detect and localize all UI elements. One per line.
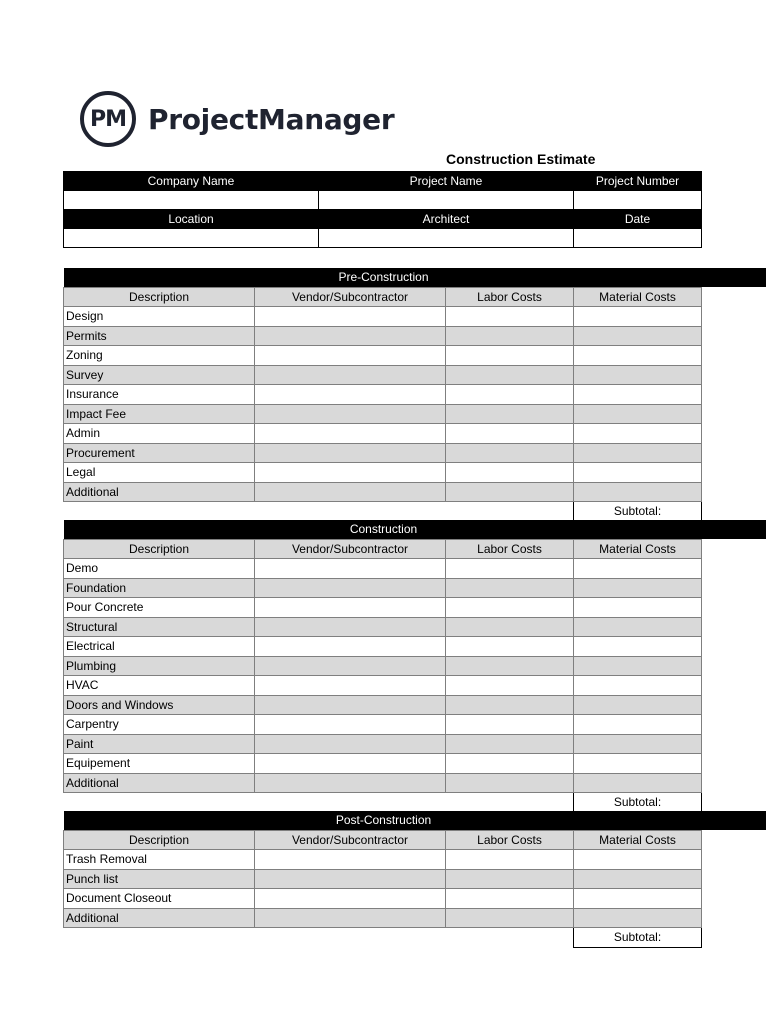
description-cell: Additional bbox=[64, 773, 255, 793]
labor-costs-column-header: Labor Costs bbox=[446, 287, 574, 307]
project-info-table bbox=[63, 171, 702, 248]
material-cost-cell[interactable] bbox=[574, 482, 702, 502]
material-costs-column-header: Material Costs bbox=[574, 287, 702, 307]
description-cell: Survey bbox=[64, 365, 255, 385]
material-cost-cell[interactable] bbox=[574, 307, 702, 327]
vendor-cell[interactable] bbox=[255, 617, 446, 637]
table-row bbox=[64, 346, 766, 366]
material-cost-cell[interactable] bbox=[574, 463, 702, 483]
date-field[interactable] bbox=[574, 229, 702, 248]
vendor-cell[interactable] bbox=[255, 578, 446, 598]
vendor-cell[interactable] bbox=[255, 695, 446, 715]
vendor-cell[interactable] bbox=[255, 404, 446, 424]
construction-table bbox=[63, 520, 766, 813]
vendor-cell[interactable] bbox=[255, 773, 446, 793]
material-cost-cell[interactable] bbox=[574, 715, 702, 735]
vendor-cell[interactable] bbox=[255, 676, 446, 696]
material-costs-column-header: Material Costs bbox=[574, 539, 702, 559]
table-row bbox=[64, 424, 766, 444]
section-title: Construction bbox=[349, 522, 418, 537]
project-number-field[interactable] bbox=[574, 191, 702, 210]
labor-cost-cell[interactable] bbox=[446, 346, 574, 366]
table-row bbox=[64, 695, 766, 715]
architect-field[interactable] bbox=[319, 229, 574, 248]
material-costs-column-header: Material Costs bbox=[574, 830, 702, 850]
vendor-column-header: Vendor/Subcontractor bbox=[255, 830, 446, 850]
table-row bbox=[64, 908, 766, 928]
vendor-cell[interactable] bbox=[255, 326, 446, 346]
vendor-cell[interactable] bbox=[255, 385, 446, 405]
vendor-cell[interactable] bbox=[255, 908, 446, 928]
description-cell: Additional bbox=[64, 908, 255, 928]
material-cost-cell[interactable] bbox=[574, 424, 702, 444]
material-cost-cell[interactable] bbox=[574, 578, 702, 598]
labor-costs-column-header: Labor Costs bbox=[446, 830, 574, 850]
description-cell: Document Closeout bbox=[64, 889, 255, 909]
description-cell: HVAC bbox=[64, 676, 255, 696]
labor-cost-cell[interactable] bbox=[446, 482, 574, 502]
subtotal-label: Subtotal: bbox=[574, 502, 702, 522]
labor-cost-cell[interactable] bbox=[446, 598, 574, 618]
labor-cost-cell[interactable] bbox=[446, 385, 574, 405]
section-title: Post-Construction bbox=[335, 813, 432, 828]
vendor-cell[interactable] bbox=[255, 463, 446, 483]
project-name-header: Project Name bbox=[319, 172, 574, 191]
location-header: Location bbox=[64, 210, 319, 229]
subtotal-label: Subtotal: bbox=[574, 928, 702, 948]
description-cell: Procurement bbox=[64, 443, 255, 463]
table-row bbox=[64, 482, 766, 502]
table-row bbox=[64, 307, 766, 327]
description-cell: Structural bbox=[64, 617, 255, 637]
vendor-cell[interactable] bbox=[255, 346, 446, 366]
description-cell: Plumbing bbox=[64, 656, 255, 676]
table-row bbox=[64, 773, 766, 793]
material-cost-cell[interactable] bbox=[574, 637, 702, 657]
vendor-cell[interactable] bbox=[255, 734, 446, 754]
project-number-header: Project Number bbox=[574, 172, 702, 191]
material-cost-cell[interactable] bbox=[574, 404, 702, 424]
table-row bbox=[64, 715, 766, 735]
labor-cost-cell[interactable] bbox=[446, 676, 574, 696]
table-row bbox=[64, 559, 766, 579]
description-column-header: Description bbox=[64, 287, 255, 307]
labor-cost-cell[interactable] bbox=[446, 656, 574, 676]
description-cell: Additional bbox=[64, 482, 255, 502]
vendor-cell[interactable] bbox=[255, 598, 446, 618]
material-cost-cell[interactable] bbox=[574, 443, 702, 463]
table-row bbox=[64, 463, 766, 483]
material-cost-cell[interactable] bbox=[574, 617, 702, 637]
description-cell: Trash Removal bbox=[64, 850, 255, 870]
material-cost-cell[interactable] bbox=[574, 346, 702, 366]
table-row bbox=[64, 754, 766, 774]
labor-cost-cell[interactable] bbox=[446, 695, 574, 715]
labor-cost-cell[interactable] bbox=[446, 734, 574, 754]
description-cell: Design bbox=[64, 307, 255, 327]
vendor-cell[interactable] bbox=[255, 559, 446, 579]
logo bbox=[80, 88, 394, 150]
labor-cost-cell[interactable] bbox=[446, 404, 574, 424]
table-row bbox=[64, 869, 766, 889]
labor-cost-cell[interactable] bbox=[446, 463, 574, 483]
table-row bbox=[64, 617, 766, 637]
material-cost-cell[interactable] bbox=[574, 326, 702, 346]
company-name-field[interactable] bbox=[64, 191, 319, 210]
vendor-cell[interactable] bbox=[255, 869, 446, 889]
logo-text: ProjectManager bbox=[148, 102, 395, 136]
vendor-cell[interactable] bbox=[255, 754, 446, 774]
vendor-cell[interactable] bbox=[255, 365, 446, 385]
table-row bbox=[64, 656, 766, 676]
material-cost-cell[interactable] bbox=[574, 908, 702, 928]
labor-cost-cell[interactable] bbox=[446, 889, 574, 909]
table-row bbox=[64, 850, 766, 870]
pre-construction-section-header bbox=[64, 268, 766, 287]
material-cost-cell[interactable] bbox=[574, 773, 702, 793]
labor-cost-cell[interactable] bbox=[446, 365, 574, 385]
material-cost-cell[interactable] bbox=[574, 656, 702, 676]
labor-cost-cell[interactable] bbox=[446, 617, 574, 637]
material-cost-cell[interactable] bbox=[574, 559, 702, 579]
description-cell: Insurance bbox=[64, 385, 255, 405]
material-cost-cell[interactable] bbox=[574, 695, 702, 715]
description-cell: Punch list bbox=[64, 869, 255, 889]
material-cost-cell[interactable] bbox=[574, 850, 702, 870]
description-cell: Admin bbox=[64, 424, 255, 444]
document-title: Construction Estimate bbox=[446, 151, 596, 167]
material-cost-cell[interactable] bbox=[574, 598, 702, 618]
material-cost-cell[interactable] bbox=[574, 869, 702, 889]
vendor-cell[interactable] bbox=[255, 637, 446, 657]
material-cost-cell[interactable] bbox=[574, 385, 702, 405]
logo-mark: PM bbox=[80, 91, 136, 147]
description-cell: Demo bbox=[64, 559, 255, 579]
description-column-header: Description bbox=[64, 830, 255, 850]
company-name-header: Company Name bbox=[64, 172, 319, 191]
post-construction-section-header bbox=[64, 811, 766, 830]
labor-cost-cell[interactable] bbox=[446, 908, 574, 928]
labor-cost-cell[interactable] bbox=[446, 773, 574, 793]
labor-cost-cell[interactable] bbox=[446, 578, 574, 598]
description-cell: Equipement bbox=[64, 754, 255, 774]
labor-cost-cell[interactable] bbox=[446, 637, 574, 657]
location-field[interactable] bbox=[64, 229, 319, 248]
labor-cost-cell[interactable] bbox=[446, 850, 574, 870]
post-construction-table bbox=[63, 811, 766, 948]
labor-cost-cell[interactable] bbox=[446, 715, 574, 735]
vendor-cell[interactable] bbox=[255, 482, 446, 502]
labor-costs-column-header: Labor Costs bbox=[446, 539, 574, 559]
labor-cost-cell[interactable] bbox=[446, 326, 574, 346]
table-row bbox=[64, 385, 766, 405]
description-cell: Paint bbox=[64, 734, 255, 754]
project-name-field[interactable] bbox=[319, 191, 574, 210]
labor-cost-cell[interactable] bbox=[446, 424, 574, 444]
description-cell: Electrical bbox=[64, 637, 255, 657]
table-row bbox=[64, 578, 766, 598]
vendor-cell[interactable] bbox=[255, 424, 446, 444]
vendor-cell[interactable] bbox=[255, 715, 446, 735]
description-cell: Carpentry bbox=[64, 715, 255, 735]
labor-cost-cell[interactable] bbox=[446, 559, 574, 579]
section-title: Pre-Construction bbox=[338, 270, 429, 285]
description-cell: Doors and Windows bbox=[64, 695, 255, 715]
table-row bbox=[64, 443, 766, 463]
description-column-header: Description bbox=[64, 539, 255, 559]
table-row bbox=[64, 404, 766, 424]
description-cell: Legal bbox=[64, 463, 255, 483]
material-cost-cell[interactable] bbox=[574, 754, 702, 774]
table-row bbox=[64, 326, 766, 346]
material-cost-cell[interactable] bbox=[574, 734, 702, 754]
vendor-cell[interactable] bbox=[255, 656, 446, 676]
subtotal-label: Subtotal: bbox=[574, 793, 702, 813]
vendor-column-header: Vendor/Subcontractor bbox=[255, 287, 446, 307]
construction-section-header bbox=[64, 520, 766, 539]
table-row bbox=[64, 598, 766, 618]
vendor-column-header: Vendor/Subcontractor bbox=[255, 539, 446, 559]
material-cost-cell[interactable] bbox=[574, 676, 702, 696]
vendor-cell[interactable] bbox=[255, 889, 446, 909]
table-row bbox=[64, 889, 766, 909]
architect-header: Architect bbox=[319, 210, 574, 229]
description-cell: Foundation bbox=[64, 578, 255, 598]
description-cell: Impact Fee bbox=[64, 404, 255, 424]
labor-cost-cell[interactable] bbox=[446, 307, 574, 327]
pre-construction-table bbox=[63, 268, 766, 522]
material-cost-cell[interactable] bbox=[574, 365, 702, 385]
table-row bbox=[64, 637, 766, 657]
vendor-cell[interactable] bbox=[255, 307, 446, 327]
vendor-cell[interactable] bbox=[255, 443, 446, 463]
table-row bbox=[64, 734, 766, 754]
description-cell: Permits bbox=[64, 326, 255, 346]
labor-cost-cell[interactable] bbox=[446, 443, 574, 463]
labor-cost-cell[interactable] bbox=[446, 754, 574, 774]
date-header: Date bbox=[574, 210, 702, 229]
table-row bbox=[64, 676, 766, 696]
description-cell: Zoning bbox=[64, 346, 255, 366]
labor-cost-cell[interactable] bbox=[446, 869, 574, 889]
table-row bbox=[64, 365, 766, 385]
description-cell: Pour Concrete bbox=[64, 598, 255, 618]
vendor-cell[interactable] bbox=[255, 850, 446, 870]
material-cost-cell[interactable] bbox=[574, 889, 702, 909]
